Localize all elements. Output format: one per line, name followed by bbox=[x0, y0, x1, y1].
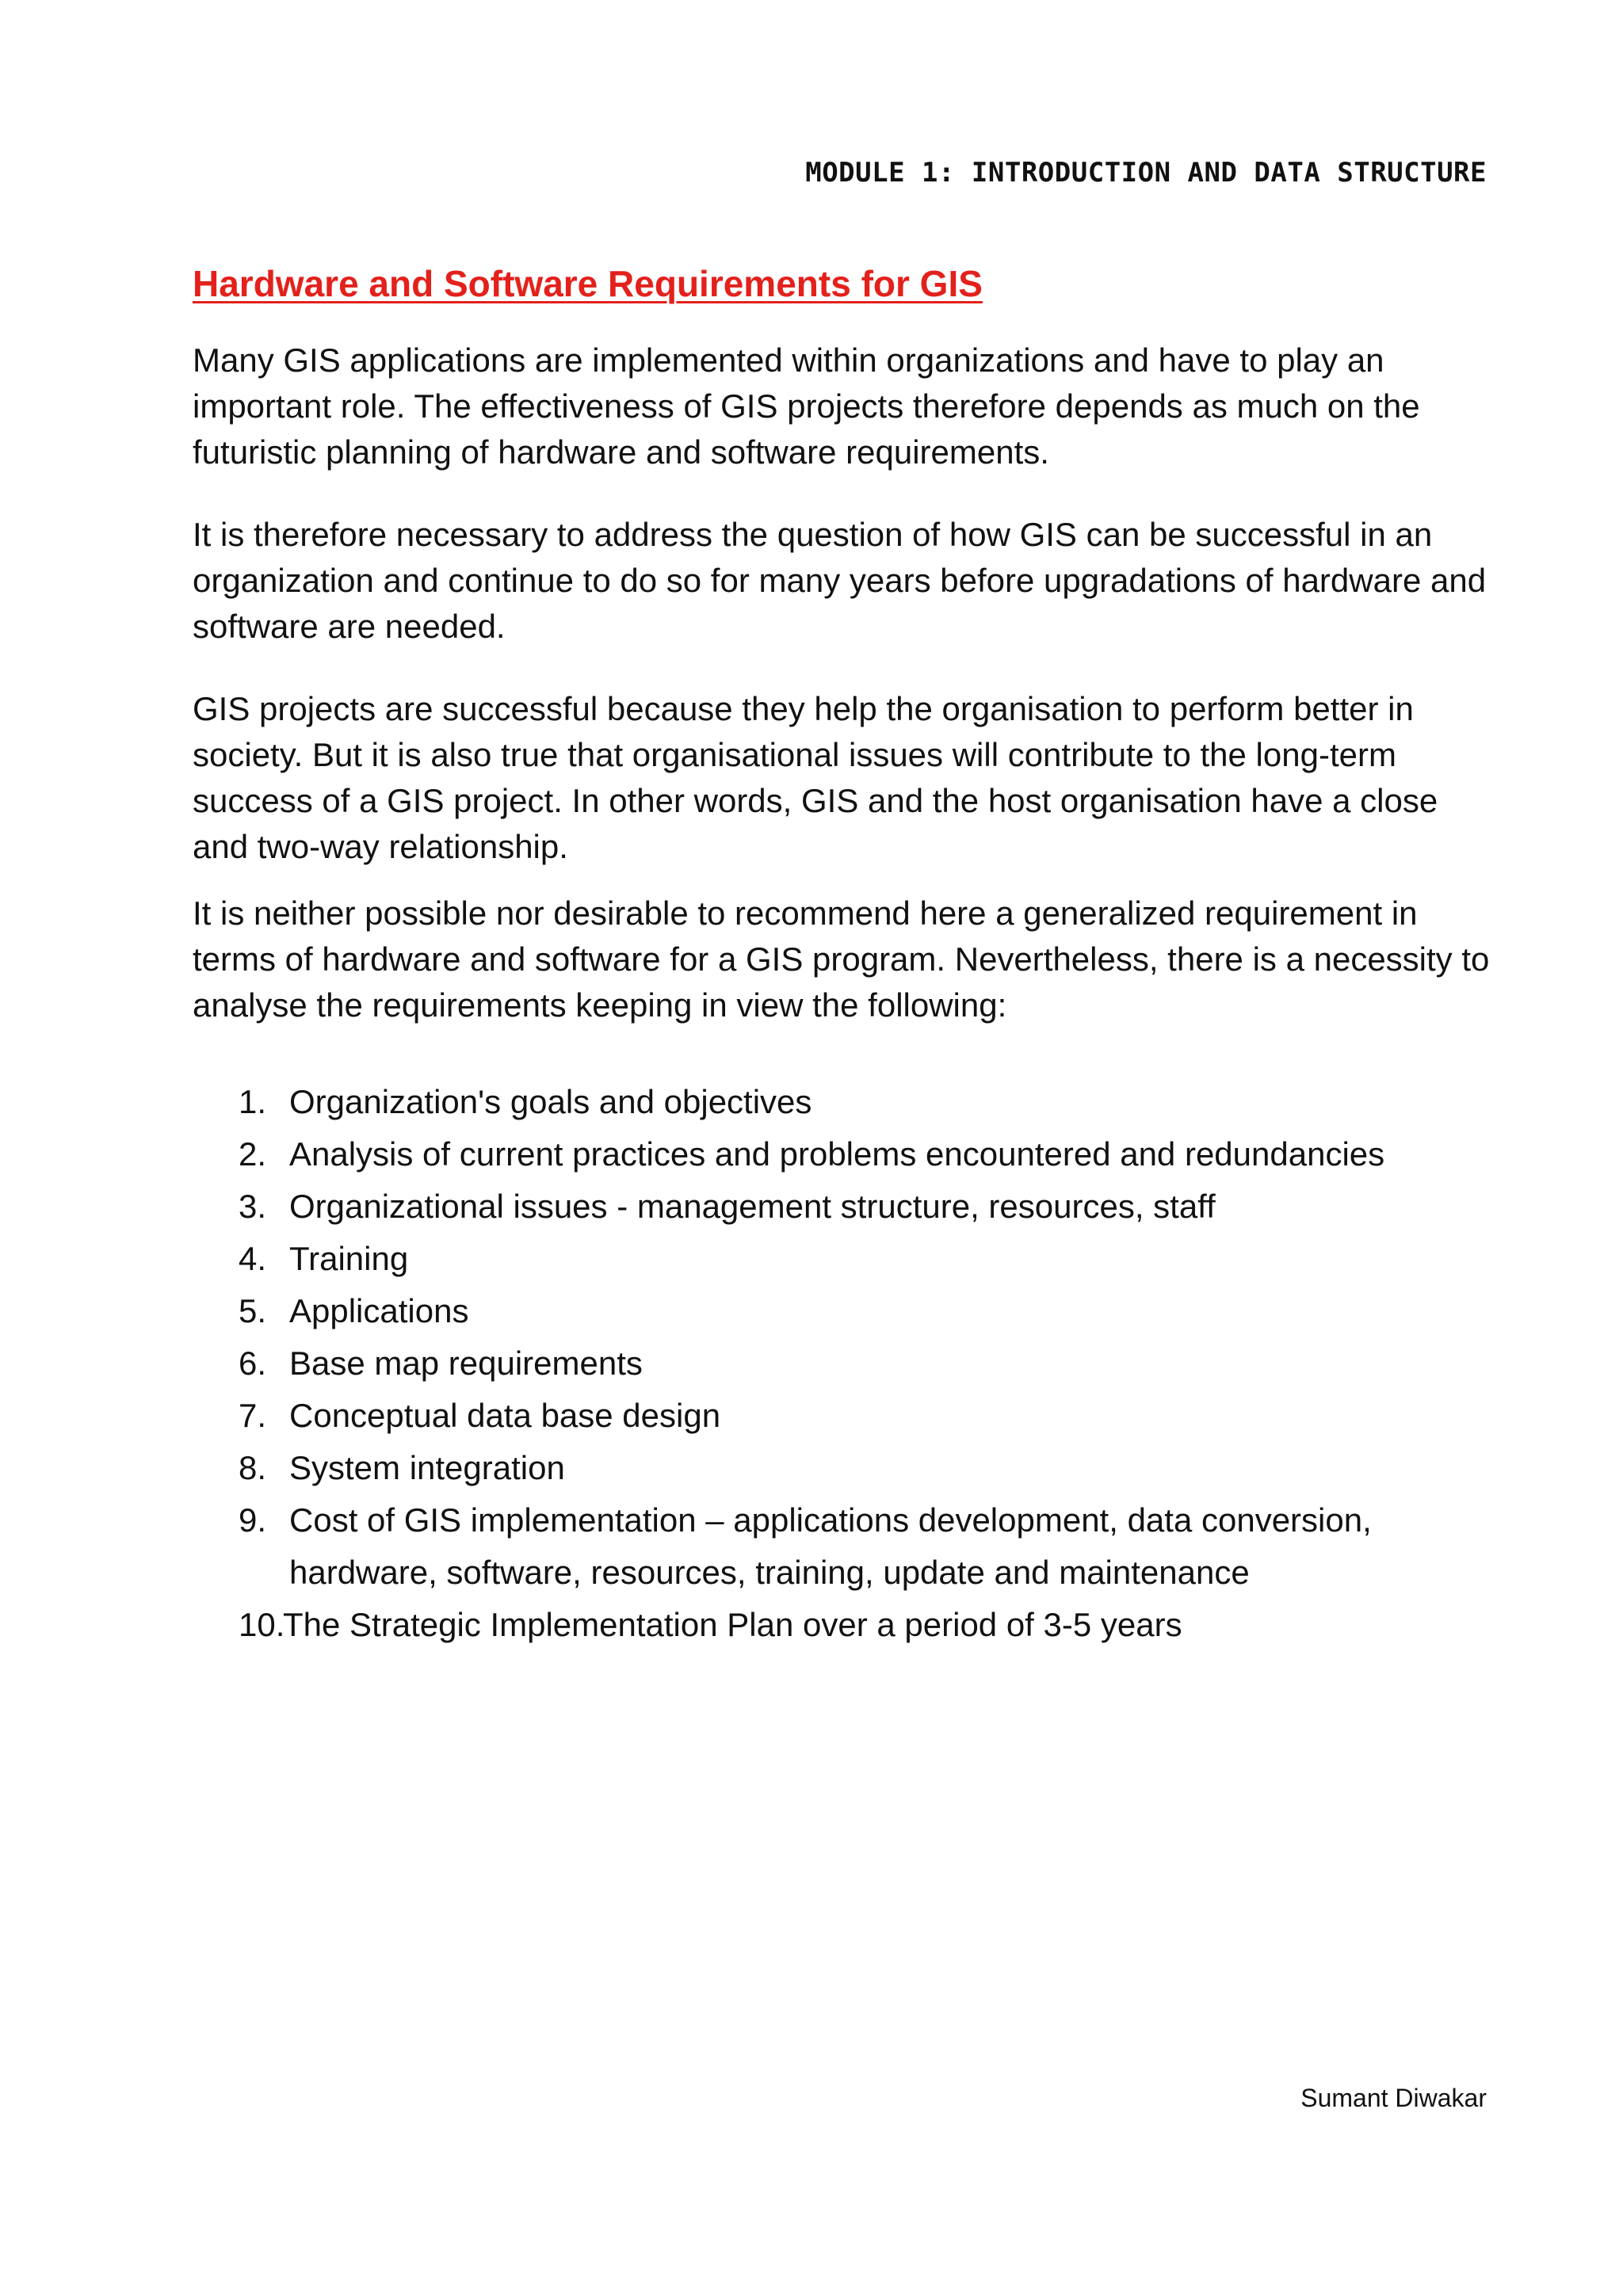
author-footer: Sumant Diwakar bbox=[1300, 2084, 1487, 2112]
list-item-text: Training bbox=[289, 1240, 409, 1277]
list-item-number: 9. bbox=[239, 1501, 267, 1539]
list-item-number: 8. bbox=[239, 1449, 267, 1486]
list-item bbox=[193, 1128, 1492, 1180]
list-item-text: Conceptual data base design bbox=[289, 1397, 721, 1434]
list-item bbox=[193, 1390, 1492, 1442]
list-item-number: 5. bbox=[239, 1292, 267, 1329]
list-item-number: 4. bbox=[239, 1240, 267, 1277]
list-item bbox=[193, 1180, 1492, 1233]
list-item bbox=[193, 1233, 1492, 1285]
list-item-text: System integration bbox=[289, 1449, 565, 1486]
list-item bbox=[193, 1494, 1492, 1599]
requirements-list bbox=[193, 1076, 1492, 1651]
list-item-text: Base map requirements bbox=[289, 1344, 643, 1382]
list-item-text: The Strategic Implementation Plan over a period of 3-5 years bbox=[283, 1606, 1182, 1643]
paragraph-organisation: GIS projects are successful because they help the organisation to perform better in society. But it is also true that organisational issues will contribute to the long-term success of a GIS project. In other words, GIS and the host organisation have a close and two-way relationship. bbox=[193, 690, 1438, 865]
paragraph-intro: Many GIS applications are implemented within organizations and have to play an important role. The effectiveness of GIS projects therefore depends as much on the futuristic planning of hardware and software requirements. bbox=[193, 341, 1420, 471]
list-item-text: Analysis of current practices and problems encountered and redundancies bbox=[289, 1135, 1385, 1173]
page-title: Hardware and Software Requirements for GIS bbox=[193, 263, 983, 304]
list-item-text: Cost of GIS implementation – applications development, data conversion, hardware, software, resources, training, update and maintenance bbox=[289, 1501, 1372, 1591]
document-body bbox=[193, 261, 1492, 1651]
list-item bbox=[193, 1076, 1492, 1128]
list-item-number: 3. bbox=[239, 1188, 267, 1225]
list-item bbox=[193, 1337, 1492, 1390]
paragraph-success-question: It is therefore necessary to address the question of how GIS can be successful in an organization and continue to do so for many years before upgradations of hardware and software are needed. bbox=[193, 516, 1487, 645]
list-item bbox=[193, 1599, 1492, 1651]
list-item-number: 6. bbox=[239, 1344, 267, 1382]
list-item-number: 2. bbox=[239, 1135, 267, 1173]
module-header: MODULE 1: INTRODUCTION AND DATA STRUCTURE bbox=[805, 157, 1487, 189]
list-item-number: 1. bbox=[239, 1083, 267, 1120]
list-item bbox=[193, 1285, 1492, 1337]
list-item bbox=[193, 1442, 1492, 1494]
list-item-number: 7. bbox=[239, 1397, 267, 1434]
list-item-text: Organizational issues - management structure, resources, staff bbox=[289, 1188, 1216, 1225]
list-item-number: 10. bbox=[239, 1606, 285, 1643]
paragraph-requirements: It is neither possible nor desirable to recommend here a generalized requirement in terms of hardware and software for a GIS program. Nevertheless, there is a necessity to analyse the requirements keeping in view the following: bbox=[193, 894, 1490, 1024]
list-item-text: Organization's goals and objectives bbox=[289, 1083, 812, 1120]
list-item-text: Applications bbox=[289, 1292, 469, 1329]
